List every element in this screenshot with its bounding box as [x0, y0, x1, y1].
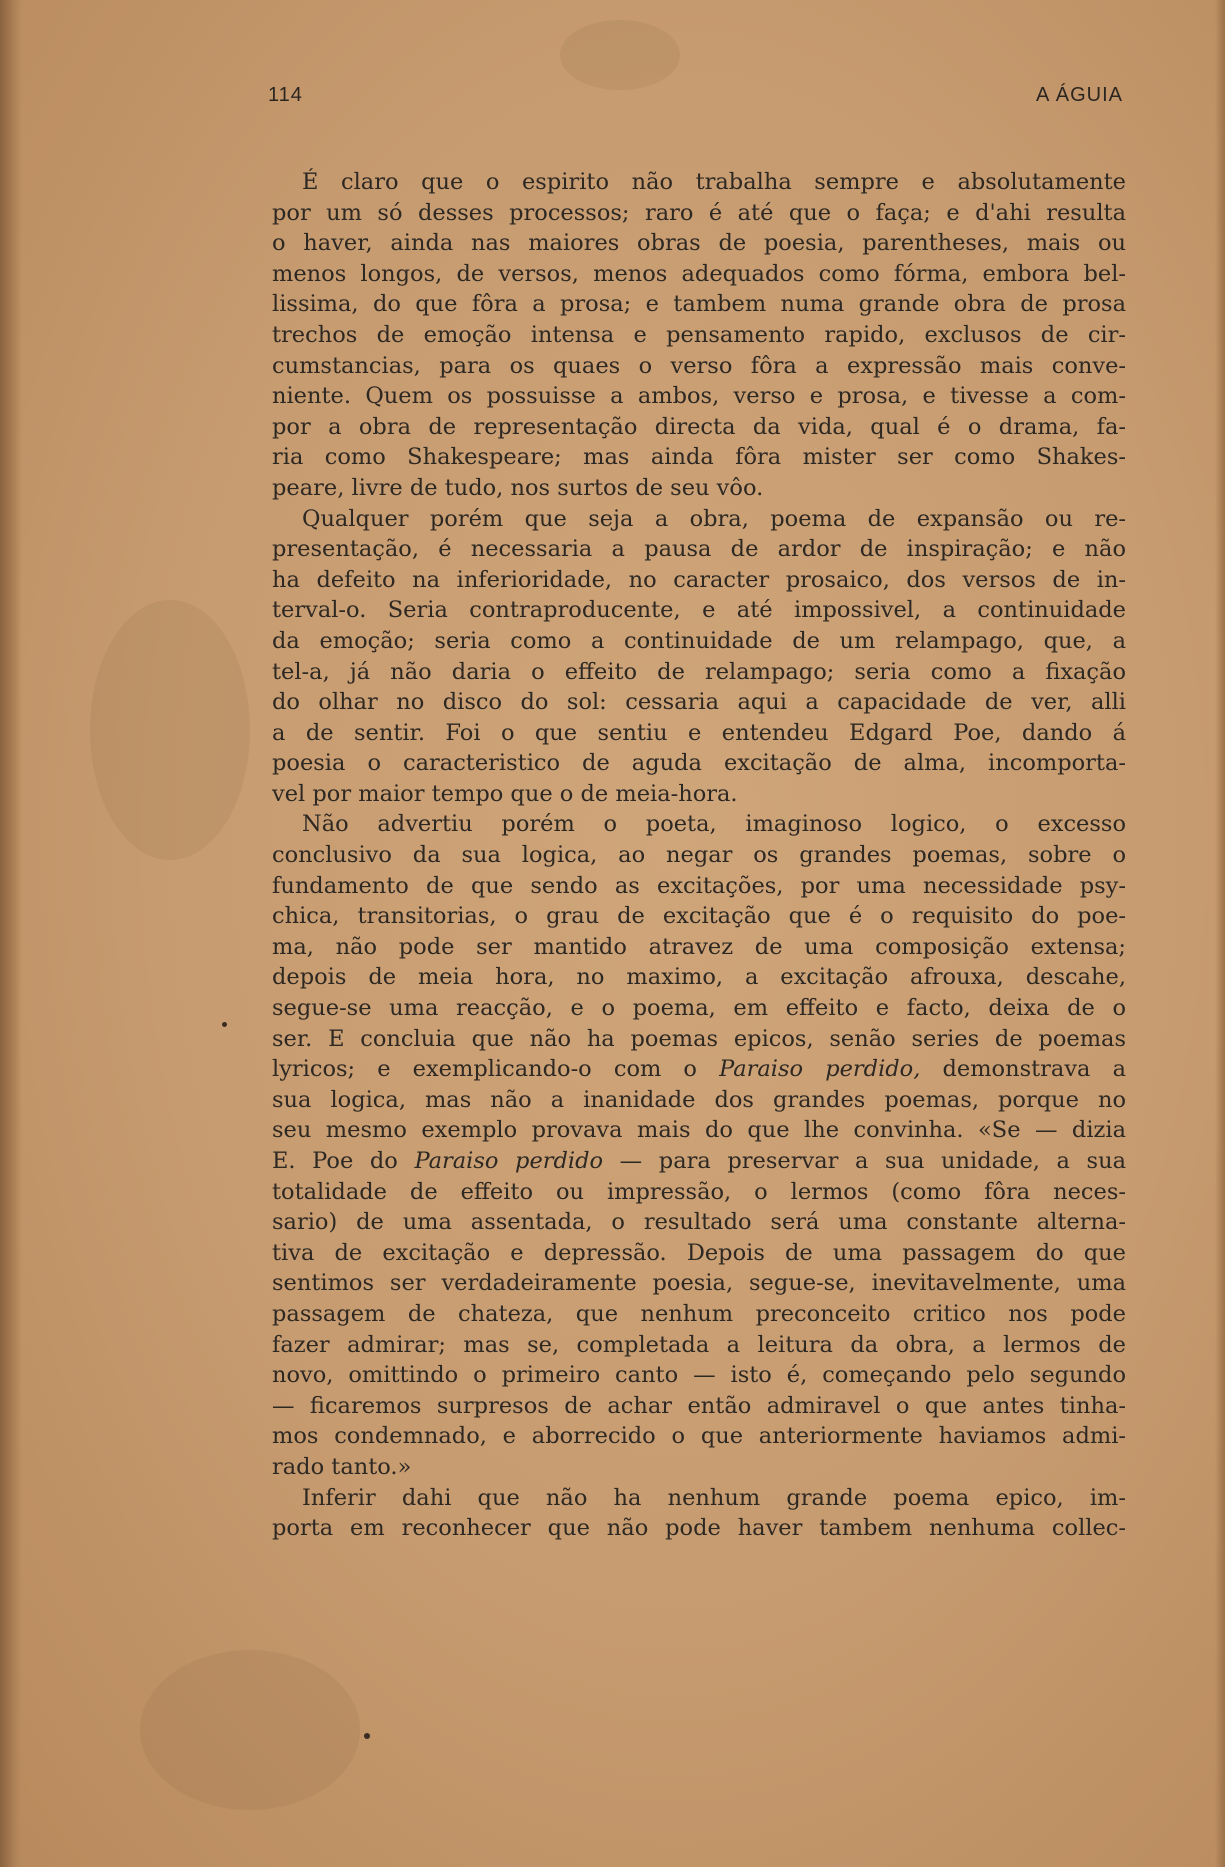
text-line: da emoção; seria como a continuidade de um relampago, que, a [272, 627, 1126, 654]
text-line: lyricos; e exemplicando-o com o Paraiso perdido, demonstrava a [272, 1056, 1126, 1083]
text-line: chica, transitorias, o grau de excitação que é o requisito do poe- [272, 903, 1126, 930]
running-title: A ÁGUIA [1035, 84, 1123, 106]
text-line: por a obra de representação directa da vida, qual é o drama, fa- [272, 413, 1126, 440]
text-line: depois de meia hora, no maximo, a excitação afrouxa, descahe, [272, 964, 1126, 991]
text-line: peare, livre de tudo, nos surtos de seu vôo. [272, 474, 764, 501]
text-line: sua logica, mas não a inanidade dos grandes poemas, porque no [272, 1086, 1126, 1113]
ink-speck [364, 1733, 370, 1739]
page-header [268, 84, 1123, 124]
text-line: Não advertiu porém o poeta, imaginoso logico, o excesso [302, 811, 1126, 838]
text-line: rado tanto.» [272, 1453, 412, 1480]
text-line: trechos de emoção intensa e pensamento rapido, exclusos de cir- [272, 321, 1126, 348]
text-line: menos longos, de versos, menos adequados como fórma, embora bel- [272, 260, 1126, 287]
text-line: totalidade de effeito ou impressão, o lermos (como fôra neces- [272, 1178, 1126, 1205]
text-line: ria como Shakespeare; mas ainda fôra mister ser como Shakes- [272, 444, 1126, 471]
text-line: — ficaremos surpresos de achar então admiravel o que antes tinha- [272, 1392, 1126, 1419]
text-line: tiva de excitação e depressão. Depois de uma passagem do que [272, 1239, 1126, 1266]
text-line: vel por maior tempo que o de meia-hora. [272, 780, 738, 807]
text-line: passagem de chateza, que nenhum preconceito critico nos pode [272, 1300, 1126, 1327]
text-line: ser. E concluia que não ha poemas epicos, senão series de poemas [272, 1025, 1126, 1052]
paper-stain [90, 600, 250, 860]
text-line: conclusivo da sua logica, ao negar os grandes poemas, sobre o [272, 842, 1126, 869]
text-line: lissima, do que fôra a prosa; e tambem numa grande obra de prosa [272, 291, 1126, 318]
text-line: novo, omittindo o primeiro canto — isto é, começando pelo segundo [272, 1362, 1126, 1389]
text-line: sario) de uma assentada, o resultado será uma constante alterna- [272, 1209, 1126, 1236]
paper-stain [140, 1650, 360, 1810]
text-line: seu mesmo exemplo provava mais do que lhe convinha. «Se — dizia [272, 1117, 1126, 1144]
text-line: fazer admirar; mas se, completada a leitura da obra, a lermos de [272, 1331, 1126, 1358]
ink-speck [222, 1022, 227, 1027]
body-text [272, 167, 1126, 1544]
text-line: cumstancias, para os quaes o verso fôra a expressão mais conve- [272, 352, 1126, 379]
text-line: por um só desses processos; raro é até que o faça; e d'ahi resulta [272, 199, 1126, 226]
text-line: Inferir dahi que não ha nenhum grande poema epico, im- [302, 1484, 1126, 1511]
page-number: 114 [268, 84, 303, 106]
text-line: porta em reconhecer que não pode haver tambem nenhuma collec- [272, 1515, 1126, 1542]
text-line: do olhar no disco do sol: cessaria aqui a capacidade de ver, alli [272, 689, 1126, 716]
text-line: a de sentir. Foi o que sentiu e entendeu Edgard Poe, dando á [272, 719, 1126, 746]
text-line: segue-se uma reacção, e o poema, em effeito e facto, deixa de o [272, 995, 1126, 1022]
text-line: poesia o caracteristico de aguda excitação de alma, incomporta- [272, 750, 1126, 777]
text-line: É claro que o espirito não trabalha sempre e absolutamente [302, 169, 1126, 195]
page-right-edge [1215, 0, 1225, 1867]
text-line: E. Poe do Paraiso perdido — para preservar a sua unidade, a sua [272, 1148, 1126, 1174]
text-line: niente. Quem os possuisse a ambos, verso e prosa, e tivesse a com- [272, 383, 1126, 410]
text-line: sentimos ser verdadeiramente poesia, segue-se, inevitavelmente, uma [272, 1270, 1126, 1297]
text-line: Qualquer porém que seja a obra, poema de expansão ou re- [302, 505, 1126, 532]
text-line: presentação, é necessaria a pausa de ardor de inspiração; e não [272, 536, 1126, 563]
text-line: fundamento de que sendo as excitações, por uma necessidade psy- [272, 872, 1126, 899]
text-line: ha defeito na inferioridade, no caracter prosaico, dos versos de in- [272, 566, 1126, 593]
text-line: mos condemnado, e aborrecido o que anteriormente haviamos admi- [272, 1423, 1126, 1450]
text-line: tel-a, já não daria o effeito de relampago; seria como a fixação [272, 658, 1126, 685]
page-left-edge [0, 0, 22, 1867]
text-line: terval-o. Seria contraproducente, e até impossivel, a continuidade [272, 597, 1126, 624]
text-line: ma, não pode ser mantido atravez de uma composição extensa; [272, 933, 1126, 960]
text-line: o haver, ainda nas maiores obras de poesia, parentheses, mais ou [272, 230, 1126, 257]
paper-stain [560, 20, 680, 90]
